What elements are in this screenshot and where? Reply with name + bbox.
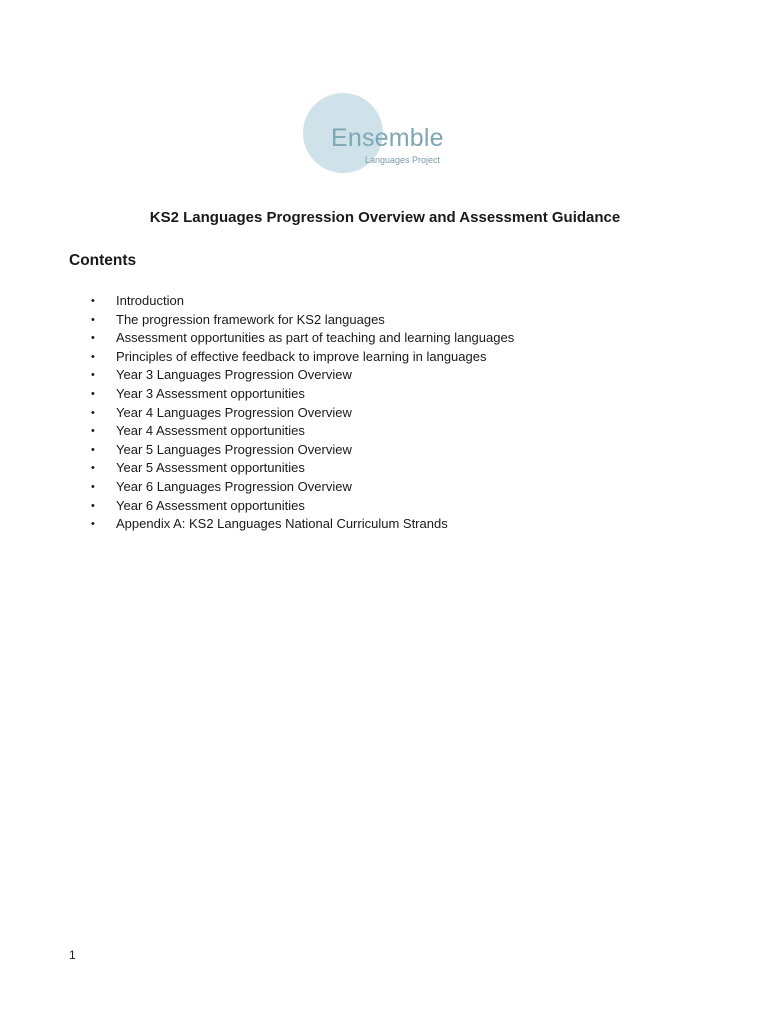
bullet-icon: • [91,425,95,438]
contents-item-label: Year 3 Languages Progression Overview [116,367,352,383]
contents-item-label: Year 6 Languages Progression Overview [116,478,352,494]
bullet-icon: • [91,313,95,326]
bullet-icon: • [91,295,95,307]
bullet-icon: • [91,462,95,475]
bullet-icon: • [91,499,95,512]
bullet-icon: • [91,332,95,345]
bullet-icon: • [91,480,95,493]
document-title: KS2 Languages Progression Overview and Assessment Guidance [149,209,621,226]
contents-item-label: Assessment opportunities as part of teaching and learning languages [116,330,515,346]
bullet-icon: • [91,406,95,419]
contents-item-label: Year 5 Assessment opportunities [116,460,305,476]
contents-item-label: Year 3 Assessment opportunities [116,385,305,401]
bullet-icon: • [91,387,95,400]
contents-item-label: Year 5 Languages Progression Overview [116,441,352,457]
contents-item-label: Introduction [116,293,184,308]
contents-item-label: Appendix A: KS2 Languages National Curriculum Strands [116,516,448,532]
page-number: 1 [69,948,76,962]
ensemble-logo [300,90,460,180]
contents-item-label: Principles of effective feedback to improve learning in languages [116,348,487,364]
contents-heading: Contents [69,252,137,269]
bullet-icon: • [91,443,95,456]
contents-item-label: Year 4 Assessment opportunities [116,423,305,439]
bullet-icon: • [91,369,95,382]
bullet-icon: • [91,518,95,531]
contents-item-label: Year 6 Assessment opportunities [116,497,305,513]
contents-item-label: Year 4 Languages Progression Overview [116,404,352,420]
logo-wordmark: Ensemble [331,124,444,152]
logo-subtitle: Languages Project [365,155,441,165]
contents-item-label: The progression framework for KS2 languages [116,311,385,327]
bullet-icon: • [91,350,95,363]
